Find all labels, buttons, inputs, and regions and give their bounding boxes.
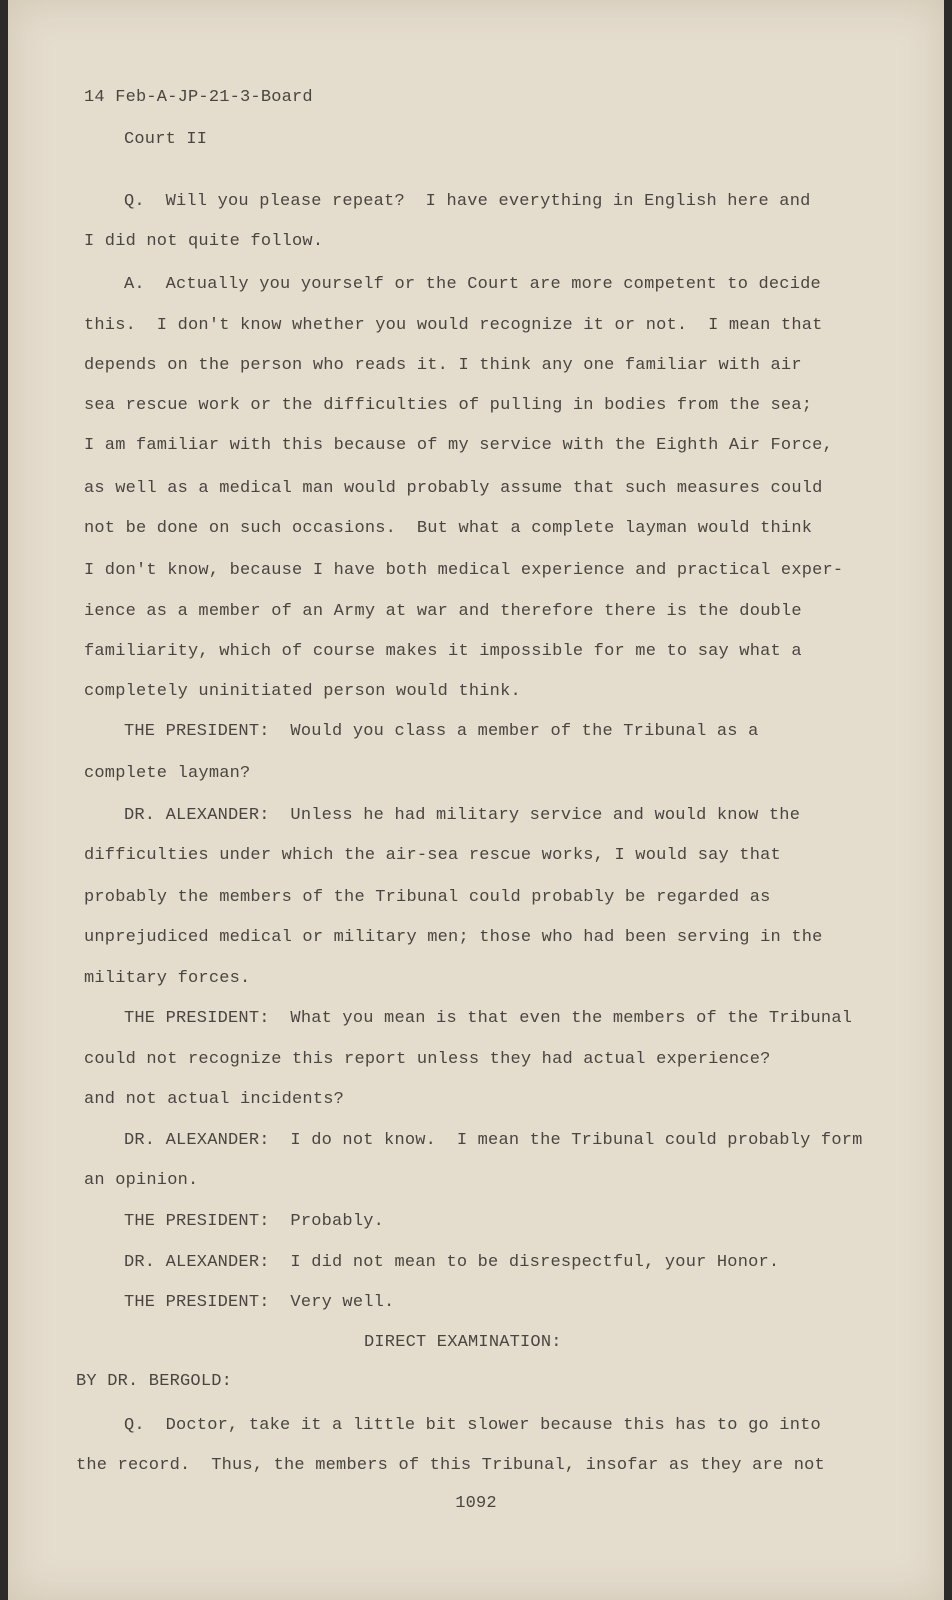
text-line: as well as a medical man would probably assume that such measures could xyxy=(84,479,823,498)
speaker-line: DR. ALEXANDER: Unless he had military service and would know the xyxy=(124,806,801,825)
transcript-text xyxy=(8,0,944,1600)
section-heading: DIRECT EXAMINATION: xyxy=(364,1333,562,1352)
text-line: depends on the person who reads it. I think any one familiar with air xyxy=(84,356,802,375)
text-line: completely uninitiated person would think. xyxy=(84,682,521,701)
speaker-line: THE PRESIDENT: Would you class a member of the Tribunal as a xyxy=(124,722,759,741)
text-line: probably the members of the Tribunal could probably be regarded as xyxy=(84,888,771,907)
text-line: I did not quite follow. xyxy=(84,232,324,251)
text-line: not be done on such occasions. But what a complete layman would think xyxy=(84,519,813,538)
scan-edge-right xyxy=(944,0,952,1600)
text-line: this. I don't know whether you would recognize it or not. I mean that xyxy=(84,316,823,335)
text-line: difficulties under which the air-sea rescue works, I would say that xyxy=(84,846,781,865)
text-line: familiarity, which of course makes it impossible for me to say what a xyxy=(84,642,802,661)
text-line: military forces. xyxy=(84,969,251,988)
text-line: Q. Will you please repeat? I have everything in English here and xyxy=(124,192,811,211)
speaker-line: THE PRESIDENT: What you mean is that even the members of the Tribunal xyxy=(124,1009,853,1028)
document-page xyxy=(8,0,944,1600)
speaker-line: THE PRESIDENT: Probably. xyxy=(124,1212,385,1231)
text-line: sea rescue work or the difficulties of pulling in bodies from the sea; xyxy=(84,396,813,415)
document-reference: 14 Feb-A-JP-21-3-Board xyxy=(84,88,313,107)
text-line: the record. Thus, the members of this Tribunal, insofar as they are not xyxy=(76,1456,825,1475)
text-line: Q. Doctor, take it a little bit slower because this has to go into xyxy=(124,1416,821,1435)
court-label: Court II xyxy=(124,130,208,149)
text-line: I am familiar with this because of my service with the Eighth Air Force, xyxy=(84,436,833,455)
text-line: could not recognize this report unless they had actual experience? xyxy=(84,1050,771,1069)
speaker-line: DR. ALEXANDER: I do not know. I mean the Tribunal could probably form xyxy=(124,1131,863,1150)
text-line: unprejudiced medical or military men; those who had been serving in the xyxy=(84,928,823,947)
page-number: 1092 xyxy=(455,1494,497,1513)
text-line: I don't know, because I have both medical experience and practical exper- xyxy=(84,561,844,580)
text-line: and not actual incidents? xyxy=(84,1090,345,1109)
text-line: an opinion. xyxy=(84,1171,199,1190)
speaker-line: DR. ALEXANDER: I did not mean to be disrespectful, your Honor. xyxy=(124,1253,780,1272)
scan-edge-left xyxy=(0,0,8,1600)
text-line: ience as a member of an Army at war and therefore there is the double xyxy=(84,602,802,621)
text-line: complete layman? xyxy=(84,764,251,783)
speaker-line: THE PRESIDENT: Very well. xyxy=(124,1293,395,1312)
text-line: A. Actually you yourself or the Court are more competent to decide xyxy=(124,275,821,294)
examiner-line: BY DR. BERGOLD: xyxy=(76,1372,233,1391)
